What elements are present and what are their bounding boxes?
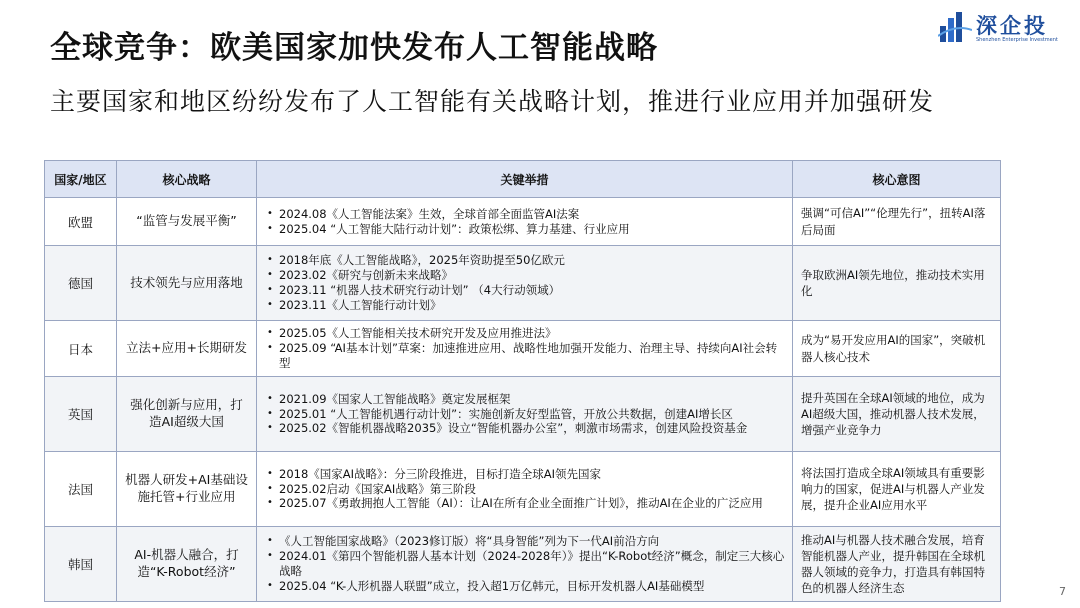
intent-cell: 争取欧洲AI领先地位，推动技术实用化 bbox=[793, 246, 1001, 321]
table-header-row bbox=[45, 161, 1001, 198]
measure-item: • 2025.02《智能机器战略2035》设立“智能机器办公室”，刺激市场需求，创建风险投资基金 bbox=[279, 421, 788, 436]
logo-icon bbox=[938, 10, 972, 44]
measure-item: • 2023.02《研究与创新未来战略》 bbox=[279, 268, 788, 283]
measure-item: • 2021.09《国家人工智能战略》奠定发展框架 bbox=[279, 392, 788, 407]
strategy-cell: AI-机器人融合，打造“K-Robot经济” bbox=[117, 527, 257, 602]
measure-item: • 2025.04 “K-人形机器人联盟”成立，投入超1万亿韩元，目标开发机器人AI基础模型 bbox=[279, 579, 788, 594]
table-row bbox=[45, 321, 1001, 377]
measure-item: • 2025.01 “人工智能机遇行动计划”：实施创新友好型监管，开放公共数据，创建AI增长区 bbox=[279, 407, 788, 422]
country-cell: 英国 bbox=[45, 377, 117, 452]
header-measures: 关键举措 bbox=[257, 161, 793, 198]
strategy-cell: 立法+应用+长期研发 bbox=[117, 321, 257, 377]
country-cell: 欧盟 bbox=[45, 198, 117, 246]
country-cell: 日本 bbox=[45, 321, 117, 377]
table-row bbox=[45, 377, 1001, 452]
intent-cell: 提升英国在全球AI领域的地位，成为AI超级大国，推动机器人技术发展，增强产业竞争力 bbox=[793, 377, 1001, 452]
intent-cell: 强调“可信AI”“伦理先行”，扭转AI落后局面 bbox=[793, 198, 1001, 246]
measure-item: • 2023.11《人工智能行动计划》 bbox=[279, 298, 788, 313]
measure-item: • 2024.01《第四个智能机器人基本计划（2024-2028年）》提出“K-Robot经济”概念，制定三大核心战略 bbox=[279, 549, 788, 579]
strategy-cell: “监管与发展平衡” bbox=[117, 198, 257, 246]
strategy-cell: 强化创新与应用，打造AI超级大国 bbox=[117, 377, 257, 452]
table-row bbox=[45, 246, 1001, 321]
measure-item: • 2018年底《人工智能战略》，2025年资助提至50亿欧元 bbox=[279, 253, 788, 268]
company-logo bbox=[938, 6, 1078, 48]
measures-cell bbox=[257, 321, 793, 377]
measure-item: • 2025.07《勇敢拥抱人工智能（AI）：让AI在所有企业全面推广计划》，推动AI在企业的广泛应用 bbox=[279, 496, 788, 511]
logo-name: 深企投 bbox=[976, 14, 1048, 38]
measure-item: • 2025.09 “AI基本计划”草案：加速推进应用、战略性地加强开发能力、治理主导、持续向AI社会转型 bbox=[279, 341, 788, 371]
measure-item: • 2023.11 “机器人技术研究行动计划” （4大行动领域） bbox=[279, 283, 788, 298]
measure-item: • 2024.08《人工智能法案》生效，全球首部全面监管AI法案 bbox=[279, 207, 788, 222]
measure-item: • 2025.04 “人工智能大陆行动计划”：政策松绑、算力基建、行业应用 bbox=[279, 222, 788, 237]
page-subtitle: 主要国家和地区纷纷发布了人工智能有关战略计划，推进行业应用并加强研发 bbox=[50, 87, 935, 116]
measure-item: • 2025.05《人工智能相关技术研究开发及应用推进法》 bbox=[279, 326, 788, 341]
country-cell: 德国 bbox=[45, 246, 117, 321]
measure-item: • 2018《国家AI战略》：分三阶段推进，目标打造全球AI领先国家 bbox=[279, 467, 788, 482]
logo-english: Shenzhen Enterprise Investment bbox=[976, 37, 1058, 43]
measures-cell bbox=[257, 377, 793, 452]
measures-cell bbox=[257, 198, 793, 246]
header-country: 国家/地区 bbox=[45, 161, 117, 198]
strategy-cell: 机器人研发+AI基础设施托管+行业应用 bbox=[117, 452, 257, 527]
country-cell: 韩国 bbox=[45, 527, 117, 602]
country-cell: 法国 bbox=[45, 452, 117, 527]
intent-cell: 将法国打造成全球AI领域具有重要影响力的国家，促进AI与机器人产业发展，提升企业AI应用水平 bbox=[793, 452, 1001, 527]
measures-cell bbox=[257, 452, 793, 527]
table-row bbox=[45, 198, 1001, 246]
strategy-table bbox=[44, 160, 1001, 602]
header-strategy: 核心战略 bbox=[117, 161, 257, 198]
page-number: 7 bbox=[1059, 585, 1066, 598]
table-row bbox=[45, 452, 1001, 527]
strategy-cell: 技术领先与应用落地 bbox=[117, 246, 257, 321]
measure-item: • 2025.02启动《国家AI战略》第三阶段 bbox=[279, 482, 788, 497]
table-row bbox=[45, 527, 1001, 602]
header-intent: 核心意图 bbox=[793, 161, 1001, 198]
page-title: 全球竞争：欧美国家加快发布人工智能战略 bbox=[50, 30, 658, 66]
intent-cell: 成为“易开发应用AI的国家”，突破机器人核心技术 bbox=[793, 321, 1001, 377]
measures-cell bbox=[257, 246, 793, 321]
measures-cell bbox=[257, 527, 793, 602]
intent-cell: 推动AI与机器人技术融合发展，培育智能机器人产业，提升韩国在全球机器人领域的竞争力，打造具有韩国特色的机器人经济生态 bbox=[793, 527, 1001, 602]
measure-item: • 《人工智能国家战略》（2023修订版）将“具身智能”列为下一代AI前沿方向 bbox=[279, 534, 788, 549]
